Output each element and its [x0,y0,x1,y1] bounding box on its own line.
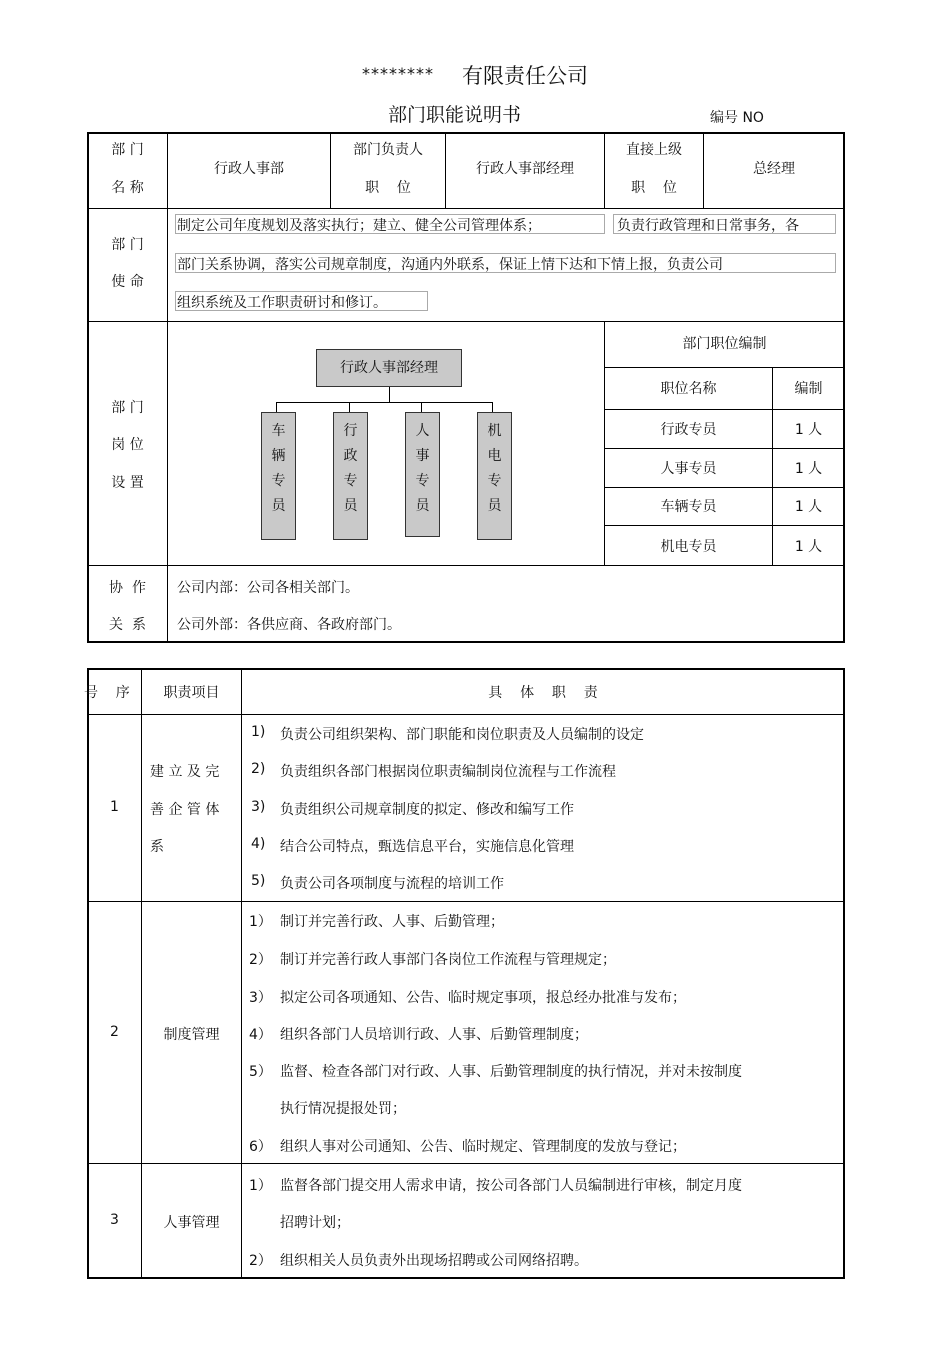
section-number: 3 [110,1212,119,1228]
staffing-row-count: 1 人 [794,539,823,555]
dept-head-value: 行政人事部经理 [476,161,574,177]
document-number: 编号 NO [710,110,764,126]
staffing-divider [605,525,844,526]
label-column-divider [167,133,168,642]
row-divider [88,321,844,322]
mission-label: 部 门 [111,237,144,253]
org-node-electromech: 机 电 专 员 [477,412,512,540]
col-divider [241,669,242,1278]
positions-label-3: 设 置 [111,475,144,491]
staffing-divider [605,367,844,368]
duty-number: 1) [251,724,266,740]
staffing-row-name: 人事专员 [660,461,717,477]
row-divider [88,714,844,715]
duty-text: 拟定公司各项通知、公告、临时规定事项，报总经办批准与发布； [280,990,686,1006]
document-title: 部门职能说明书 [388,104,522,126]
org-connector [349,402,350,412]
cooperation-label: 协 作 [109,580,146,596]
duty-text: 组织人事对公司通知、公告、临时规定、管理制度的发放与登记； [280,1139,686,1155]
col-divider [141,669,142,1278]
cooperation-external: 公司外部：各供应商、各政府部门。 [177,617,401,633]
org-node-manager: 行政人事部经理 [316,349,462,387]
duty-text: 执行情况提报处罚； [280,1101,406,1117]
staffing-title: 部门职位编制 [682,336,767,352]
mission-text: 部门关系协调，落实公司规章制度，沟通内外联系，保证上情下达和下情上报，负责公司 [177,257,723,273]
duty-number: 4) [251,836,266,852]
superior-label: 直接上级 [626,142,682,158]
duty-number: 2） [249,1253,272,1269]
mission-text: 制定公司年度规划及落实执行；建立、健全公司管理体系； [177,218,541,234]
mission-label-2: 使 命 [111,274,144,290]
staffing-row-name: 机电专员 [660,539,717,555]
staffing-row-count: 1 人 [794,461,823,477]
duty-text: 负责公司各项制度与流程的培训工作 [280,876,504,892]
section-item: 人事管理 [163,1215,220,1231]
org-node-vehicle: 车 辆 专 员 [261,412,296,540]
mission-text: 组织系统及工作职责研讨和修订。 [177,295,387,311]
staffing-divider [605,448,844,449]
positions-label: 部 门 [111,400,144,416]
cooperation-label-2: 关 系 [109,617,146,633]
duties-col-detail: 具 体 职 责 [488,685,598,701]
staffing-divider [605,409,844,410]
section-item: 系 [150,839,164,855]
duty-text: 监督各部门提交用人需求申请，按公司各部门人员编制进行审核，制定月度 [280,1178,742,1194]
org-connector [276,402,277,412]
dept-head-label: 部门负责人 [353,142,423,158]
section-number: 1 [110,799,119,815]
duty-number: 5） [249,1064,272,1080]
duty-number: 2） [249,952,272,968]
row-divider [88,901,844,902]
duties-col-item: 职责项目 [163,685,220,701]
duty-text: 组织各部门人员培训行政、人事、后勤管理制度； [280,1027,588,1043]
row-divider [88,208,844,209]
company-name: 有限责任公司 [462,64,588,88]
duty-text: 负责组织各部门根据岗位职责编制岗位流程与工作流程 [280,764,616,780]
org-node-hr: 人 事 专 员 [405,412,440,537]
staffing-row-count: 1 人 [794,422,823,438]
row-divider [88,565,844,566]
section-item: 制度管理 [163,1027,220,1043]
org-connector [421,402,422,412]
row-divider [88,1163,844,1164]
superior-value: 总经理 [753,161,795,177]
dept-head-label-2: 职 位 [365,180,411,196]
duty-text: 负责组织公司规章制度的拟定、修改和编写工作 [280,802,574,818]
section-number: 2 [110,1024,119,1040]
duty-text: 负责公司组织架构、部门职能和岗位职责及人员编制的设定 [280,727,644,743]
positions-label-2: 岗 位 [111,437,144,453]
cooperation-internal: 公司内部：公司各相关部门。 [177,580,359,596]
org-connector [492,402,493,412]
duty-text: 结合公司特点，甄选信息平台，实施信息化管理 [280,839,574,855]
duty-number: 3） [249,990,272,1006]
dept-name-label-2: 名 称 [111,180,144,196]
duty-number: 1） [249,914,272,930]
mission-text: 负责行政管理和日常事务，各 [617,218,799,234]
staffing-row-count: 1 人 [794,499,823,515]
staffing-col-name: 职位名称 [660,381,717,397]
section-item: 建 立 及 完 [150,764,220,780]
staffing-divider [605,487,844,488]
duty-text: 监督、检查各部门对行政、人事、后勤管理制度的执行情况，并对未按制度 [280,1064,742,1080]
dept-name-value: 行政人事部 [214,161,284,177]
duty-number: 4） [249,1027,272,1043]
duty-number: 1） [249,1178,272,1194]
org-connector [389,387,390,402]
staffing-divider [604,322,605,565]
duty-number: 5) [251,873,266,889]
company-name-placeholder: ******** [362,64,434,83]
duty-number: 6） [249,1139,272,1155]
staffing-col-count: 编制 [794,381,823,397]
duty-text: 组织相关人员负责外出现场招聘或公司网络招聘。 [280,1253,588,1269]
staffing-row-name: 车辆专员 [660,499,717,515]
staffing-row-name: 行政专员 [660,422,717,438]
duty-text: 招聘计划； [280,1215,350,1231]
duty-number: 3) [251,799,266,815]
duty-text: 制订并完善行政人事部门各岗位工作流程与管理规定； [280,952,616,968]
org-connector [276,402,492,403]
superior-label-2: 职 位 [631,180,677,196]
duty-number: 2) [251,761,266,777]
org-node-admin: 行 政 专 员 [333,412,368,540]
duty-text: 制订并完善行政、人事、后勤管理； [280,914,504,930]
section-item: 善 企 管 体 [150,802,220,818]
duties-col-no: 号 序 [84,685,130,701]
company-title [0,60,950,90]
dept-name-label: 部 门 [111,142,144,158]
